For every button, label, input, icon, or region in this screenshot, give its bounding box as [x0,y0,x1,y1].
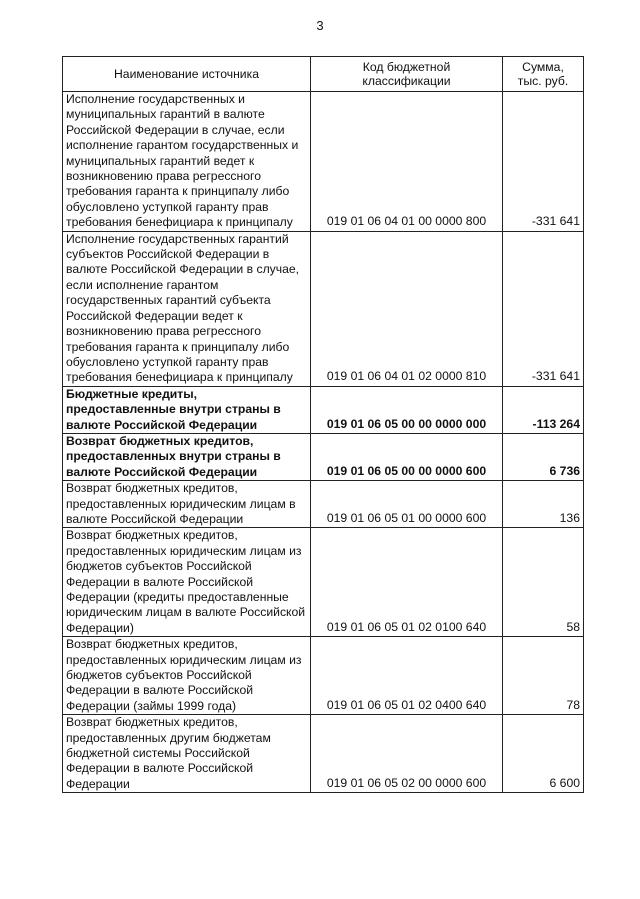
row-name-cell: Бюджетные кредиты, предоставленные внутри страны в валюте Российской Федерации [63,386,311,433]
table-row [63,481,584,528]
row-name-cell: Возврат бюджетных кредитов, предоставленных юридическим лицам из бюджетов субъектов Российской Федерации в валюте Российской Федерации (кредиты предоставленные юридическим лицам в валюте Российской Федерации) [63,528,311,637]
row-name-cell: Возврат бюджетных кредитов, предоставленных юридическим лицам в валюте Российской Федерации [63,481,311,528]
row-name-cell: Исполнение государственных и муниципальных гарантий в валюте Российской Федерации в случае, если исполнение гарантом государственных и муниципальных гарантий ведет к возникновению права регрессного требования гаранта к принципалу либо обусловлено уступкой гаранту прав требования бенефициара к принципалу [63,92,311,232]
table-row [63,231,584,386]
column-header-amount [503,57,584,92]
table-row [63,715,584,793]
row-amount-cell: -113 264 [503,386,584,433]
table-row [63,433,584,480]
row-amount-cell: 6 600 [503,715,584,793]
row-name-cell: Исполнение государственных гарантий субъектов Российской Федерации в валюте Российской Федерации в случае, если исполнение гарантом государственных гарантий субъекта Российской Федерации ведет к возникновению права регрессного требования гаранта к принципалу либо обусловлено уступкой гаранту прав требования бенефициара к принципалу [63,231,311,386]
row-name-cell: Возврат бюджетных кредитов, предоставленных юридическим лицам из бюджетов субъектов Российской Федерации в валюте Российской Федерации (займы 1999 года) [63,637,311,715]
page-number: 3 [316,18,324,33]
row-code-cell: 019 01 06 05 00 00 0000 000 [311,386,503,433]
column-header-amount-line1: Сумма, [522,60,564,74]
table-row [63,528,584,637]
column-header-name: Наименование источника [63,57,311,92]
table-row [63,92,584,232]
row-code-cell: 019 01 06 04 01 00 0000 800 [311,92,503,232]
row-code-cell: 019 01 06 05 01 02 0100 640 [311,528,503,637]
column-header-code-line1: Код бюджетной [362,60,451,74]
row-name-cell: Возврат бюджетных кредитов, предоставленных другим бюджетам бюджетной системы Российской Федерации в валюте Российской Федерации [63,715,311,793]
row-amount-cell: 58 [503,528,584,637]
column-header-amount-line2: тыс. руб. [517,74,569,88]
row-code-cell: 019 01 06 04 01 02 0000 810 [311,231,503,386]
column-header-code-line2: классификации [362,74,451,88]
row-code-cell: 019 01 06 05 00 00 0000 600 [311,433,503,480]
row-amount-cell: -331 641 [503,92,584,232]
row-amount-cell: 136 [503,481,584,528]
row-amount-cell: -331 641 [503,231,584,386]
table-header-row [63,57,584,92]
row-code-cell: 019 01 06 05 02 00 0000 600 [311,715,503,793]
row-amount-cell: 6 736 [503,433,584,480]
table-row [63,386,584,433]
row-code-cell: 019 01 06 05 01 02 0400 640 [311,637,503,715]
row-amount-cell: 78 [503,637,584,715]
row-name-cell: Возврат бюджетных кредитов, предоставленных внутри страны в валюте Российской Федерации [63,433,311,480]
row-code-cell: 019 01 06 05 01 00 0000 600 [311,481,503,528]
table-row [63,637,584,715]
budget-sources-table [62,56,584,793]
column-header-code [311,57,503,92]
